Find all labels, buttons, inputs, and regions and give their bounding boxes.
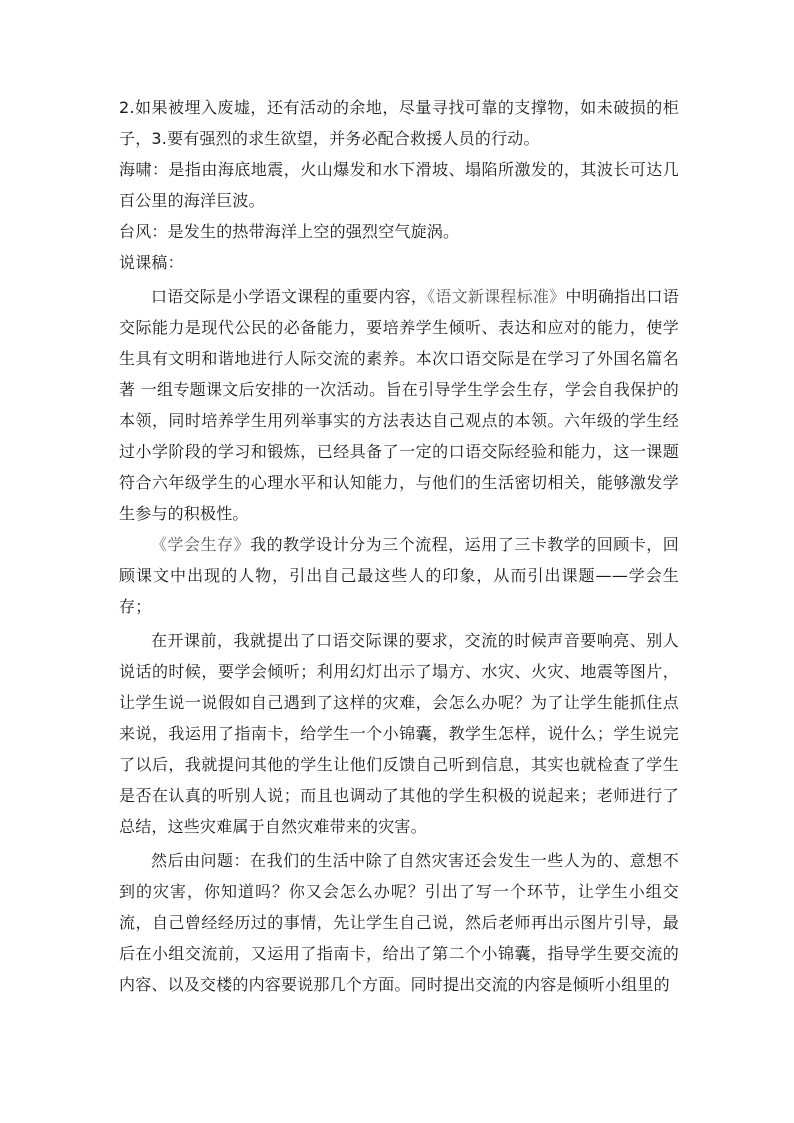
paragraph-oral-communication-intro <box>119 281 679 529</box>
document-page <box>119 92 679 1000</box>
book-title-curriculum-standard: 《语文新课程标准》 <box>427 287 566 306</box>
paragraph-heading-lecture-draft: 说课稿： <box>119 253 184 272</box>
text-segment: 我的教学设计分为三个流程，运用了三卡教学的回顾卡，回顾课文中出现的人物，引出自己最这些人的印象，从而引出课题——学会生存； <box>119 535 680 616</box>
paragraph-rescue-tips: 2.如果被埋入废墟，还有活动的余地，尽量寻找可靠的支撑物，如未破损的柜子，3.要有强烈的求生欲望，并务必配合救援人员的行动。 <box>119 98 679 148</box>
paragraph-teaching-design <box>119 529 679 622</box>
paragraph-tsunami-definition: 海啸：是指由海底地震，火山爆发和水下滑坡、塌陷所激发的，其波长可达几百公里的海洋巨波。 <box>119 160 679 210</box>
paragraph-before-class: 在开课前，我就提出了口语交际课的要求，交流的时候声音要响亮、别人说话的时候，要学会倾听；利用幻灯出示了塌方、水灾、火灾、地震等图片，让学生说一说假如自己遇到了这样的灾难，会怎么办呢？为了让学生能抓住点来说，我运用了指南卡，给学生一个小锦囊，教学生怎样，说什么；学生说完了以后，我就提问其他的学生让他们反馈自己听到信息，其实也就检查了学生是否在认真的听别人说；而且也调动了其他的学生积极的说起来；老师进行了总结，这些灾难属于自然灾难带来的灾害。 <box>119 631 679 836</box>
text-segment: 口语交际是小学语文课程的重要内容， <box>151 287 428 306</box>
text-segment: 中明确指出口语交际能力是现代公民的必备能力，要培养学生倾听、表达和应对的能力，使学生具有文明和谐地进行人际交流的素养。本次口语交际是在学习了外国名篇名著 一组专题课文后安排的一次活动。旨在引导学生学会生存，学会自我保护的本领，同时培养学生用列举事实的方法表达自己观点的本领。六年级的学生经过小学阶段的学习和锻炼，已经具备了一定的口语交际经验和能力，这一课题符合六年级学生的心理水平和认知能力，与他们的生活密切相关，能够激发学生参与的积极性。 <box>119 287 679 523</box>
book-title-learn-to-survive: 《学会生存》 <box>151 535 251 554</box>
paragraph-typhoon-definition: 台风：是发生的热带海洋上空的强烈空气旋涡。 <box>119 222 460 241</box>
paragraph-group-discussion: 然后由问题：在我们的生活中除了自然灾害还会发生一些人为的、意想不到的灾害，你知道吗？你又会怎么办呢？引出了写一个环节，让学生小组交流，自己曾经经历过的事情，先让学生自己说，然后老师再出示图片引导，最后在小组交流前，又运用了指南卡，给出了第二个小锦囊，指导学生要交流的内容、以及交楼的内容要说那几个方面。同时提出交流的内容是倾听小组里的 <box>119 851 679 994</box>
